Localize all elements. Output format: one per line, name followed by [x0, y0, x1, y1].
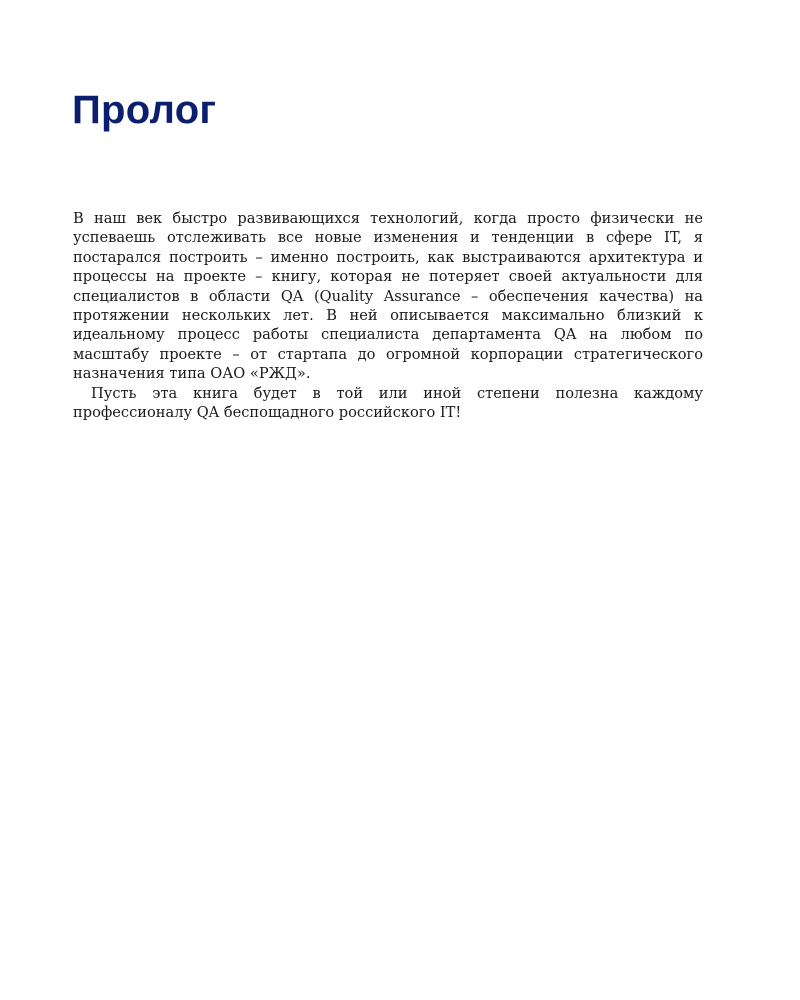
paragraph-1: В наш век быстро развивающихся технологий, когда просто физически не успеваешь отслеживать все новые изменения и тенденции в сфере IT, я постарался построить – именно построить, как выстраиваются архитектура и процессы на проекте – книгу, которая не потеряет своей актуальности для специалистов в области QA (Quality Assurance – обеспечения качества) на протяжении нескольких лет. В ней описывается максимально близкий к идеальному процесс работы специалиста департамента QA на любом по масштабу проекте – от стартапа до огромной корпорации стратегического назначения типа ОАО «РЖД». [73, 210, 703, 383]
chapter-title: Пролог [72, 88, 217, 132]
prologue-body [73, 209, 703, 422]
paragraph-2: Пусть эта книга будет в той или иной степени полезна каждому профессионалу QA беспощадного российского IT! [73, 384, 703, 422]
